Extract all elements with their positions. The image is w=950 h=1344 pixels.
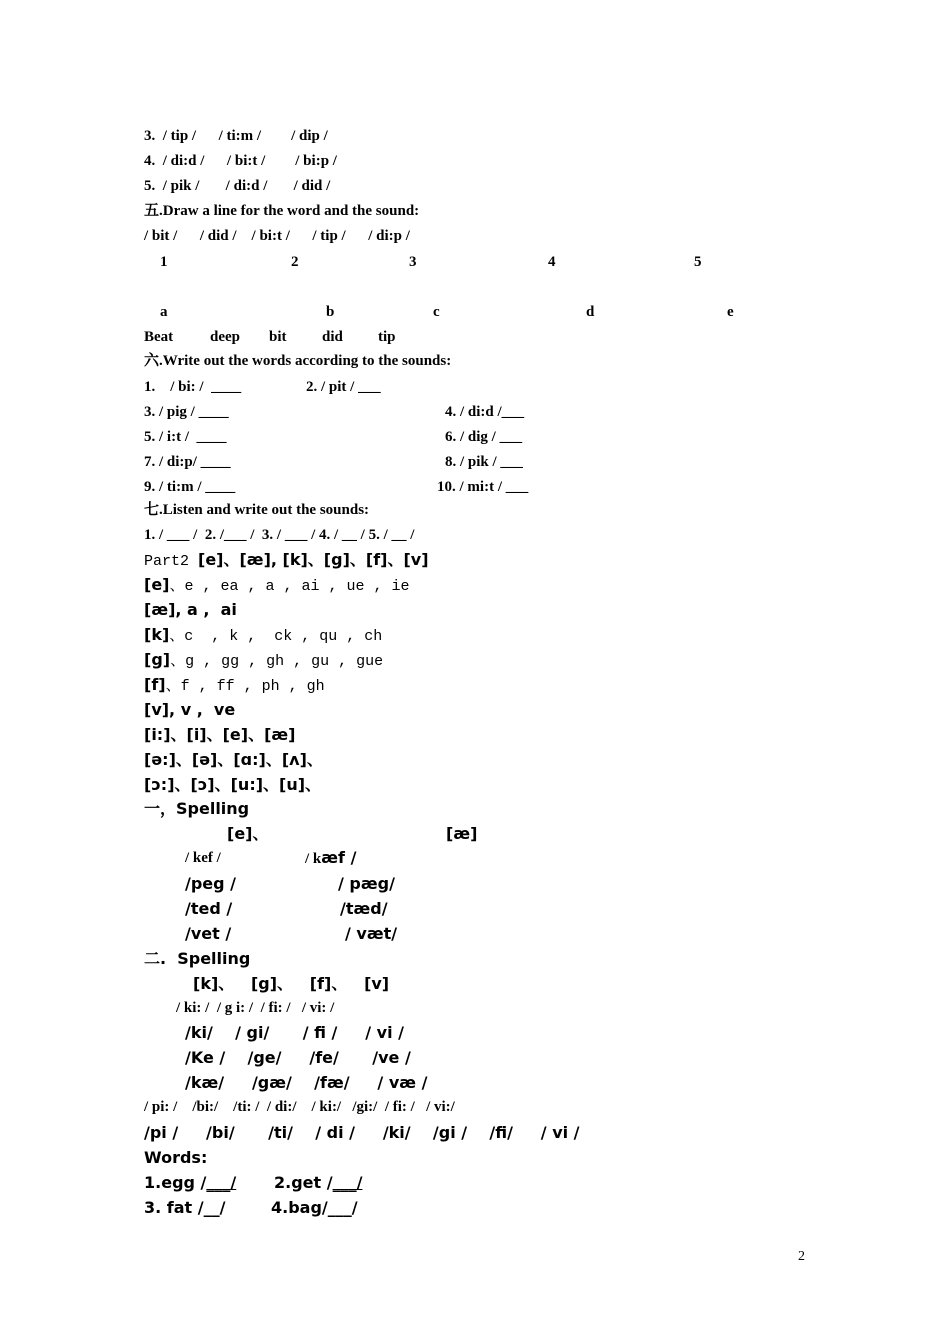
item-right: 6. / dig / ___ [445,429,523,445]
spelling-2-row-4: /pi / /bi/ /ti/ / di / /ki/ /gi / /fi/ / vi / [144,1123,580,1142]
words-title: Words: [144,1148,208,1167]
spellings-g: 、g , gg , gh , gu , gue [170,653,384,670]
letter-e: e [727,304,734,320]
section-5-title: 五.Draw a line for the word and the sound: [144,203,420,219]
spelling-1-row-2-left: /peg / [185,874,237,893]
vowels-line-2: [ə:]、[ə]、[ɑ:]、[ʌ]、 [144,750,323,769]
spelling-1-row-4-left: /vet / [185,924,232,943]
spelling-1-row-3-left: /ted / [185,899,233,918]
sound-e: [e] [144,575,170,594]
section-6-title: 六.Write out the words according to the sounds: [144,353,452,369]
spelling-1-row-4-right: / væt/ [345,924,398,943]
part2-label: Part2 [144,553,199,570]
number-1: 1 [160,254,168,270]
spelling-2-title: 二. Spelling [144,949,251,968]
sound-f: [f] [144,675,166,694]
word-item-2: 2.get /___/ [274,1173,363,1192]
word-item-1: 1.egg /___/ [144,1173,237,1192]
sound-k: [k] [144,625,170,644]
spellings-f: 、f , ff , ph , gh [165,678,325,695]
section-7-answers: 1. / ___ / 2. /___ / 3. / ___ / 4. / __ / 5. / __ / [144,527,415,543]
word-deep: deep [210,329,240,345]
item-right: 8. / pik / ___ [445,454,523,470]
spellings-k: 、c , k , ck , qu , ch [169,628,383,645]
section-5-numbers [0,254,950,274]
section-6-row-2 [0,404,950,424]
item-left: 7. / di:p/ ____ [144,454,231,470]
spellings-e: 、e , ea , a , ai , ue , ie [169,578,410,595]
item-right: 10. / mi:t / ___ [437,479,529,495]
letter-d: d [586,304,595,320]
spelling-g [144,652,383,669]
spelling-1-row-1-right: / kæf / [305,848,357,867]
item-left: 5. / i:t / ____ [144,429,227,445]
section-5-words [0,329,950,349]
spelling-2-row-3: /kæ/ /gæ/ /fæ/ / væ / [185,1073,428,1092]
spelling-1-row-1-left: / kef / [185,850,221,866]
spelling-2-sounds-row-2: / pi: / /bi:/ /ti: / / di:/ / ki:/ /gi:/ / fi: / / vi:/ [144,1099,455,1115]
number-3: 3 [409,254,417,270]
number-5: 5 [694,254,702,270]
spelling-2-row-2: /Ke / /ge/ /fe/ /ve / [185,1048,411,1067]
letter-b: b [326,304,335,320]
part2-sounds: [e]、[æ], [k]、[g]、[f]、[v] [198,550,429,569]
part2-heading [144,552,429,569]
spelling-k [144,627,382,644]
sound-g: [g] [144,650,171,669]
section-7-title: 七.Listen and write out the sounds: [144,502,370,518]
page-number: 2 [798,1249,805,1264]
spelling-f [144,677,325,694]
word-beat: Beat [144,329,174,345]
item-left: 3. / pig / ____ [144,404,229,420]
column-ae-heading: [æ] [446,824,478,843]
spelling-e [144,577,410,594]
item-left: 1. / bi: / ____ [144,379,242,395]
exercise-row-3: 3. / tip / / ti:m / / dip / [144,128,328,144]
number-4: 4 [548,254,556,270]
item-left: 9. / ti:m / ____ [144,479,236,495]
exercise-row-5: 5. / pik / / di:d / / did / [144,178,331,194]
spelling-1-row-2-right: / pæg/ [338,874,395,893]
section-6-row-1 [0,379,950,399]
section-5-letters [0,304,950,324]
item-right: 2. / pit / ___ [306,379,381,395]
vowels-line-3: [ɔ:]、[ɔ]、[u:]、[u]、 [144,775,322,794]
letter-a: a [160,304,168,320]
exercise-row-4: 4. / di:d / / bi:t / / bi:p / [144,153,337,169]
spelling-1-row-3-right: /tæd/ [340,899,388,918]
word-did: did [322,329,343,345]
section-6-row-4 [0,454,950,474]
spelling-v: [v], v , ve [144,700,236,719]
word-item-4: 4.bag/___/ [271,1198,358,1217]
word-bit: bit [269,329,287,345]
section-6-row-3 [0,429,950,449]
vowels-line-1: [i:]、[i]、[e]、[æ] [144,725,296,744]
word-item-3: 3. fat /__/ [144,1198,226,1217]
column-e-heading: [e]、 [227,824,269,843]
letter-c: c [433,304,440,320]
word-tip: tip [378,329,396,345]
spelling-1-title: 一，Spelling [144,799,250,818]
spelling-2-sounds-row: / ki: / / g i: / / fi: / / vi: / [176,1000,335,1016]
spelling-2-headings: [k]、 [g]、 [f]、 [v] [193,974,390,993]
section-6-row-5 [0,479,950,499]
section-5-sounds: / bit / / did / / bi:t / / tip / / di:p / [144,228,410,244]
spelling-2-row-1: /ki/ / gi/ / fi / / vi / [185,1023,404,1042]
spelling-ae: [æ], a , ai [144,600,237,619]
number-2: 2 [291,254,299,270]
item-right: 4. / di:d /___ [445,404,525,420]
